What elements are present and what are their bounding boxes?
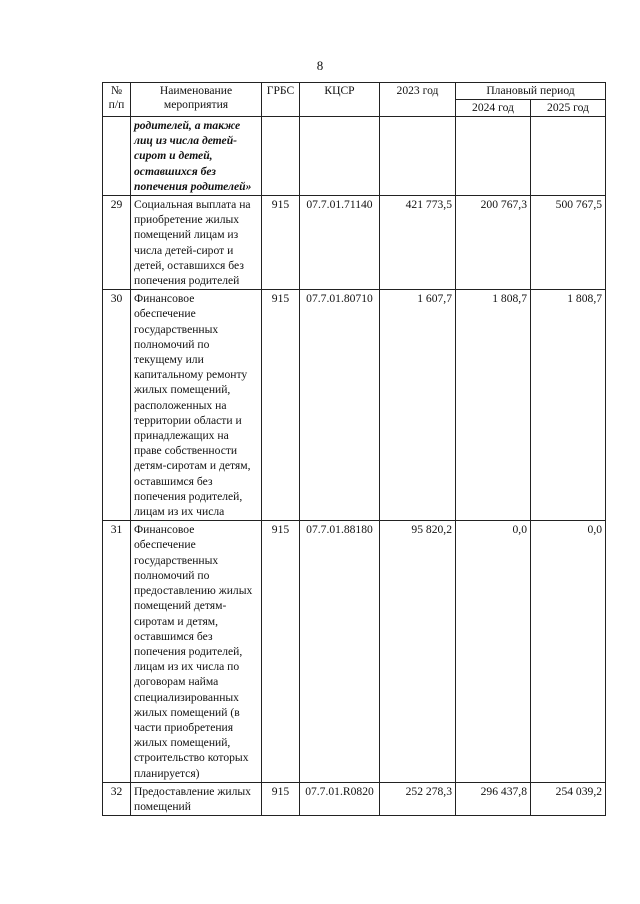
cell-name: Финансовое обеспечение государственных полномочий по текущему или капитальному ремонту жилых помещений, расположенных на территории области и принадлежащих на праве собственности детям-сиротам и детям, оставшимся без попечения родителей, лицам из их числа (131, 290, 262, 521)
cell-2025: 0,0 (531, 521, 606, 782)
cell-name: Предоставление жилых помещений (131, 782, 262, 815)
cell-2024 (456, 117, 531, 196)
cell-num: 32 (103, 782, 131, 815)
header-2025: 2025 год (531, 100, 606, 117)
cell-name: Социальная выплата на приобретение жилых помещений лицам из числа детей-сирот и детей, оставшихся без попечения родителей (131, 196, 262, 290)
cell-2024: 296 437,8 (456, 782, 531, 815)
header-2024: 2024 год (456, 100, 531, 117)
cell-2023: 95 820,2 (380, 521, 456, 782)
budget-table (102, 82, 606, 816)
table-row-continuation (103, 117, 606, 196)
cell-2023: 1 607,7 (380, 290, 456, 521)
cell-num (103, 117, 131, 196)
cell-num: 30 (103, 290, 131, 521)
cell-name: Финансовое обеспечение государственных полномочий по предоставлению жилых помещений детям-сиротам и детям, оставшимся без попечения родителей, лицам из их числа по договорам найма специализированных жилых помещений (в части приобретения жилых помещений, строительство которых планируется) (131, 521, 262, 782)
cell-kcsr: 07.7.01.80710 (300, 290, 380, 521)
header-kcsr: КЦСР (300, 83, 380, 117)
cell-2025 (531, 117, 606, 196)
cell-num: 31 (103, 521, 131, 782)
cell-2024: 0,0 (456, 521, 531, 782)
cell-kcsr: 07.7.01.88180 (300, 521, 380, 782)
cell-2025: 254 039,2 (531, 782, 606, 815)
table-row (103, 290, 606, 521)
cell-grbs: 915 (262, 196, 300, 290)
cell-2024: 200 767,3 (456, 196, 531, 290)
header-num: № п/п (103, 83, 131, 117)
cell-name: родителей, а также лиц из числа детей-сирот и детей, оставшихся без попечения родителей» (131, 117, 262, 196)
header-grbs: ГРБС (262, 83, 300, 117)
table-row (103, 782, 606, 815)
cell-2023: 252 278,3 (380, 782, 456, 815)
cell-2023 (380, 117, 456, 196)
cell-num: 29 (103, 196, 131, 290)
page-number: 8 (316, 58, 324, 73)
cell-kcsr (300, 117, 380, 196)
cell-grbs: 915 (262, 782, 300, 815)
cell-grbs: 915 (262, 521, 300, 782)
cell-grbs (262, 117, 300, 196)
cell-2025: 1 808,7 (531, 290, 606, 521)
header-name: Наименование мероприятия (131, 83, 262, 117)
table-row (103, 521, 606, 782)
cell-kcsr: 07.7.01.R0820 (300, 782, 380, 815)
cell-2024: 1 808,7 (456, 290, 531, 521)
cell-kcsr: 07.7.01.71140 (300, 196, 380, 290)
table-row (103, 196, 606, 290)
cell-2023: 421 773,5 (380, 196, 456, 290)
cell-2025: 500 767,5 (531, 196, 606, 290)
header-2023: 2023 год (380, 83, 456, 117)
header-plan-period: Плановый период (456, 83, 606, 100)
cell-grbs: 915 (262, 290, 300, 521)
